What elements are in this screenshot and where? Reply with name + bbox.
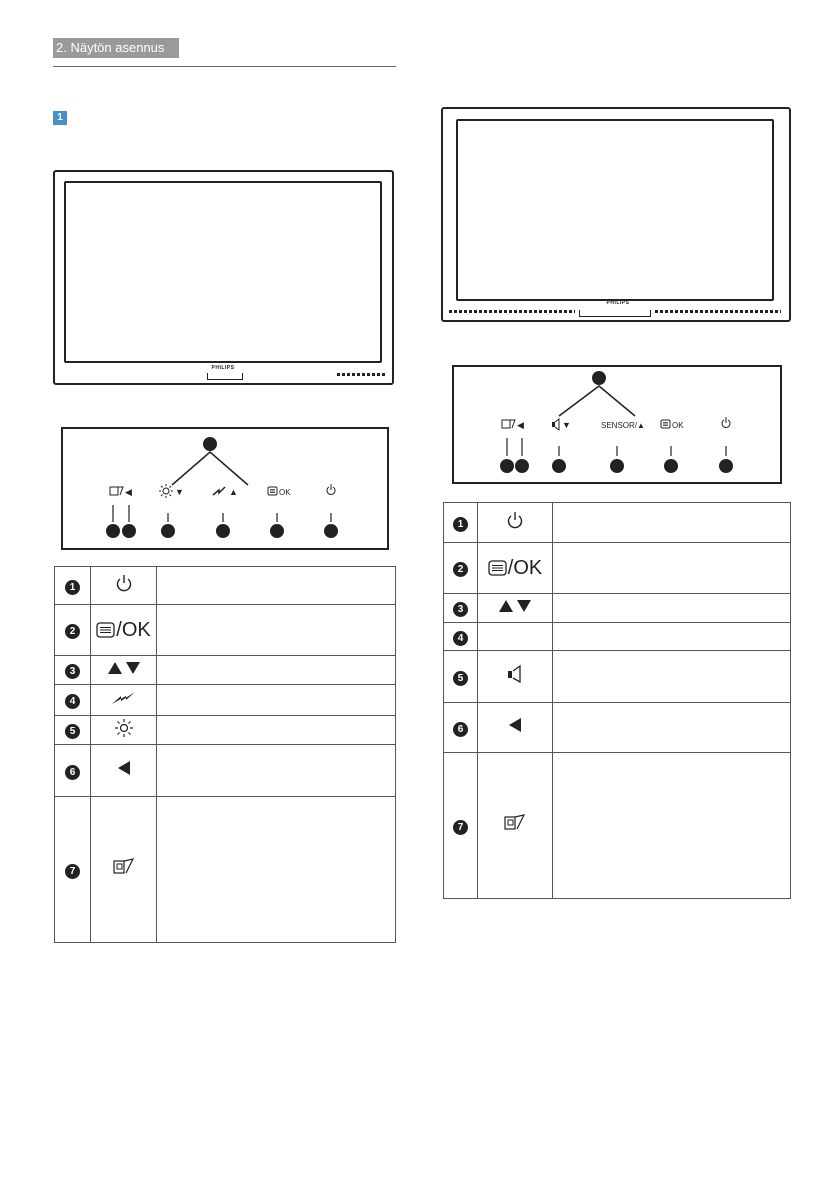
menu-icon — [661, 420, 670, 428]
callout-7 — [203, 437, 217, 451]
monitor-bezel-stripe-left — [449, 310, 575, 313]
row-number: 7 — [65, 864, 80, 879]
down-arrow-label: ▼ — [562, 420, 571, 430]
up-down-arrows-icon — [495, 598, 535, 614]
callout-1 — [324, 524, 338, 538]
back-arrow-icon — [116, 760, 132, 776]
row-number: 7 — [453, 820, 468, 835]
row-description — [553, 623, 791, 651]
row-description — [157, 605, 396, 656]
row-number: 3 — [453, 602, 468, 617]
callout-6 — [106, 524, 120, 538]
smartimage-mode-icon — [503, 813, 527, 833]
monitor-bezel-stripe-right — [655, 310, 781, 313]
callout-4 — [552, 459, 566, 473]
row-number: 2 — [65, 624, 80, 639]
up-down-arrows-icon — [104, 660, 144, 676]
monitor-bezel-tab — [579, 310, 651, 317]
table-row — [55, 656, 396, 685]
table-row — [444, 703, 791, 753]
monitor-screen — [456, 119, 774, 301]
callout-1 — [719, 459, 733, 473]
row-number: 4 — [65, 694, 80, 709]
row-number: 2 — [453, 562, 468, 577]
brightness-icon — [159, 484, 173, 498]
row-description — [157, 567, 396, 605]
control-panel-svg — [63, 429, 387, 548]
monitor-screen — [64, 181, 382, 363]
callout-connector — [172, 452, 248, 485]
volume-icon — [505, 664, 525, 684]
callout-7 — [592, 371, 606, 385]
brightness-icon — [114, 718, 134, 738]
table-row — [55, 567, 396, 605]
ok-label: /OK — [507, 556, 543, 579]
menu-icon — [268, 487, 277, 495]
power-icon — [327, 484, 335, 494]
up-arrow-label: ▲ — [229, 487, 238, 497]
back-arrow-label: ◀ — [517, 420, 524, 430]
empty-icon-cell — [478, 623, 553, 651]
monitor-brand-label: PHILIPS — [606, 300, 630, 306]
monitor-button-row — [337, 373, 385, 376]
callout-5 — [122, 524, 136, 538]
callout-2 — [270, 524, 284, 538]
section-title: 2. Näytön asennus — [53, 38, 179, 58]
row-number: 1 — [453, 517, 468, 532]
power-icon — [115, 574, 133, 592]
header-divider — [53, 66, 396, 67]
power-icon — [506, 511, 524, 529]
row-number: 5 — [65, 724, 80, 739]
menu-ok-icon — [488, 559, 508, 577]
back-arrow-icon — [507, 717, 523, 733]
callout-4 — [161, 524, 175, 538]
row-description — [553, 703, 791, 753]
menu-ok-icon — [96, 621, 116, 639]
monitor-front-illustration-right — [441, 107, 791, 322]
row-number: 4 — [453, 631, 468, 646]
row-description — [553, 503, 791, 543]
table-row — [55, 797, 396, 943]
row-number: 6 — [65, 765, 80, 780]
row-description — [157, 797, 396, 943]
section-number-badge: 1 — [53, 111, 67, 125]
row-description — [553, 594, 791, 623]
table-row — [444, 651, 791, 703]
leader-lines — [507, 438, 726, 456]
table-row — [444, 753, 791, 899]
monitor-front-illustration-left — [53, 170, 394, 385]
row-number: 5 — [453, 671, 468, 686]
control-panel-svg — [454, 367, 780, 482]
control-panel-diagram-right — [452, 365, 782, 484]
back-arrow-label: ◀ — [125, 487, 132, 497]
table-row — [55, 685, 396, 716]
table-row — [55, 716, 396, 745]
smartimage-mode-icon — [112, 857, 136, 877]
table-row — [444, 623, 791, 651]
control-panel-diagram-left — [61, 427, 389, 550]
monitor-brand-label: PHILIPS — [211, 365, 235, 371]
smartimage-mode-icon — [110, 487, 123, 495]
table-row — [444, 543, 791, 594]
row-description — [553, 753, 791, 899]
row-description — [157, 745, 396, 797]
sensor-up-label: SENSOR/▲ — [601, 421, 645, 430]
callout-6 — [500, 459, 514, 473]
leader-lines — [113, 505, 331, 522]
callout-5 — [515, 459, 529, 473]
button-legend-table-left — [54, 566, 396, 943]
callout-3 — [610, 459, 624, 473]
table-row — [444, 594, 791, 623]
power-icon — [722, 417, 730, 427]
ok-label: OK — [279, 488, 291, 497]
table-row — [55, 605, 396, 656]
table-row — [444, 503, 791, 543]
monitor-bezel-tab — [207, 373, 243, 380]
row-number: 1 — [65, 580, 80, 595]
table-row — [55, 745, 396, 797]
row-description — [157, 656, 396, 685]
ok-label: OK — [672, 421, 684, 430]
row-description — [553, 543, 791, 594]
row-description — [157, 716, 396, 745]
row-description — [157, 685, 396, 716]
row-number: 6 — [453, 722, 468, 737]
smartimage-icon — [109, 690, 139, 706]
row-number: 3 — [65, 664, 80, 679]
button-legend-table-right — [443, 502, 791, 899]
ok-label: /OK — [116, 618, 151, 641]
volume-icon — [552, 419, 559, 430]
smartimage-mode-icon — [502, 420, 515, 428]
callout-3 — [216, 524, 230, 538]
smartimage-icon — [213, 487, 225, 495]
row-description — [553, 651, 791, 703]
down-arrow-label: ▼ — [175, 487, 184, 497]
callout-2 — [664, 459, 678, 473]
callout-connector — [559, 386, 635, 416]
